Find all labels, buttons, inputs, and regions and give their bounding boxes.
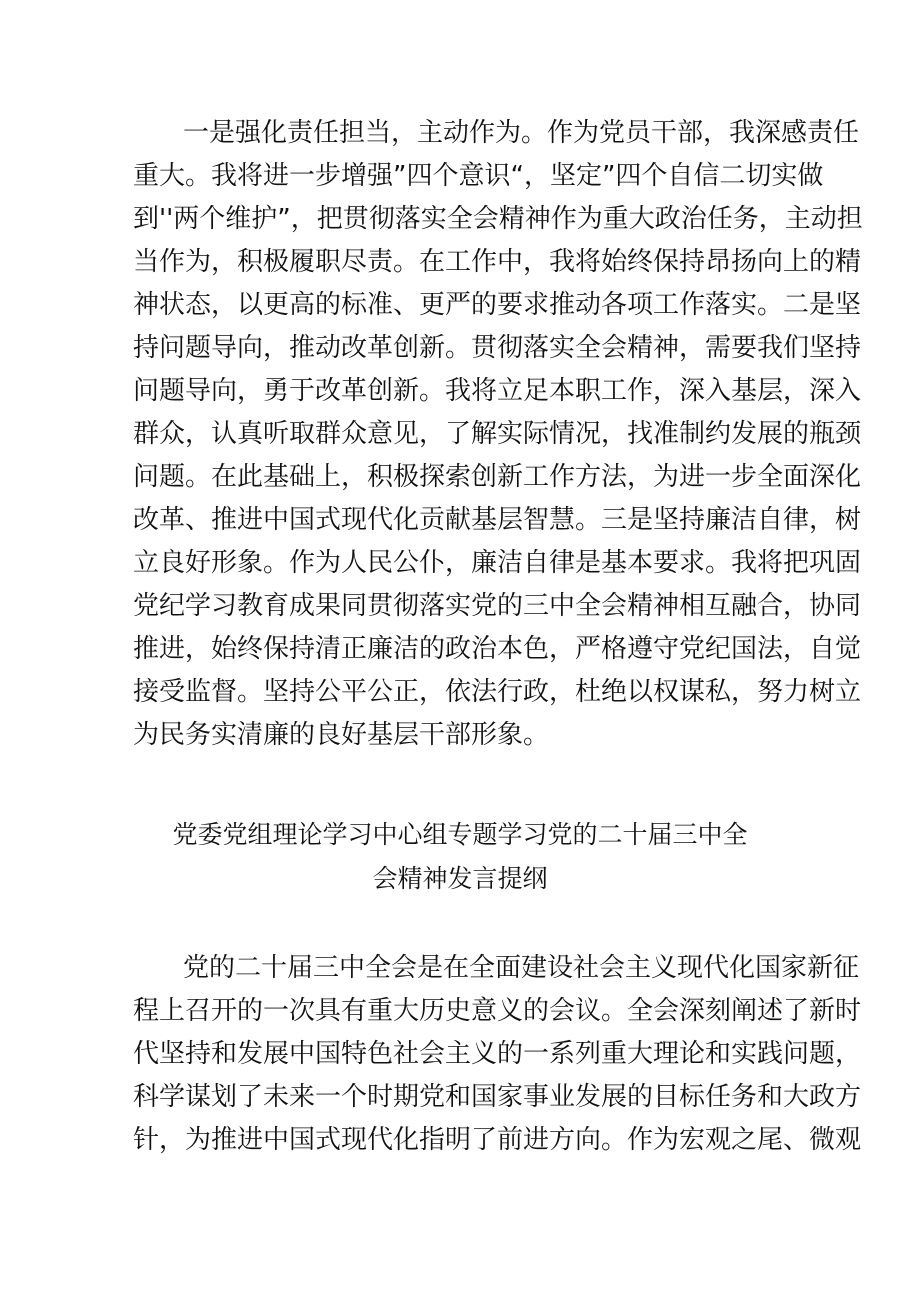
paragraph-line: 为民务实清廉的良好基层干部形象。 bbox=[133, 720, 550, 750]
paragraph-line: 党纪学习教育成果同贯彻落实党的三中全会精神相互融合，协同 bbox=[133, 591, 862, 621]
paragraph-line: 接受监督。坚持公平公正，依法行政，杜绝以权谋私，努力树立 bbox=[133, 677, 862, 707]
paragraph-line: 当作为，积极履职尽责。在工作中，我将始终保持昂扬向上的精 bbox=[133, 247, 862, 277]
paragraph-line: 程上召开的一次具有重大历史意义的会议。全会深刻阐述了新时 bbox=[133, 996, 862, 1026]
paragraph-line: 问题导向，勇于改革创新。我将立足本职工作，深入基层，深入 bbox=[133, 376, 862, 406]
paragraph-line: 科学谋划了未来一个时期党和国家事业发展的目标任务和大政方 bbox=[133, 1082, 862, 1112]
paragraph-line: 立良好形象。作为人民公仆，廉洁自律是基本要求。我将把巩固 bbox=[133, 548, 862, 578]
paragraph-line: 重大。我将进一步增强”四个意识“，坚定”四个自信二切实做 bbox=[133, 161, 824, 191]
heading-line: 党委党组理论学习中心组专题学习党的二十届三中全 bbox=[172, 820, 748, 849]
paragraph-line: 群众，认真听取群众意见，了解实际情况，找准制约发展的瓶颈 bbox=[133, 419, 862, 449]
paragraph-line: 到''两个维护”，把贯彻落实全会精神作为重大政治任务，主动担 bbox=[133, 204, 863, 234]
paragraph-line: 代坚持和发展中国特色社会主义的一系列重大理论和实践问题， bbox=[133, 1039, 862, 1069]
paragraph-line: 针，为推进中国式现代化指明了前进方向。作为宏观之尾、微观 bbox=[133, 1125, 862, 1155]
paragraph-line: 神状态，以更高的标准、更严的要求推动各项工作落实。二是坚 bbox=[133, 290, 862, 320]
paragraph-line: 党的二十届三中全会是在全面建设社会主义现代化国家新征 bbox=[183, 953, 860, 983]
paragraph-line: 一是强化责任担当，主动作为。作为党员干部，我深感责任 bbox=[183, 118, 860, 148]
paragraph-line: 问题。在此基础上，积极探索创新工作方法，为进一步全面深化 bbox=[133, 462, 862, 492]
paragraph-line: 持问题导向，推动改革创新。贯彻落实全会精神，需要我们坚持 bbox=[133, 333, 862, 363]
paragraph-line: 推进，始终保持清正廉洁的政治本色，严格遵守党纪国法，自觉 bbox=[133, 634, 862, 664]
heading-line: 会精神发言提纲 bbox=[372, 864, 548, 893]
paragraph-line: 改革、推进中国式现代化贡献基层智慧。三是坚持廉洁自律，树 bbox=[133, 505, 862, 535]
